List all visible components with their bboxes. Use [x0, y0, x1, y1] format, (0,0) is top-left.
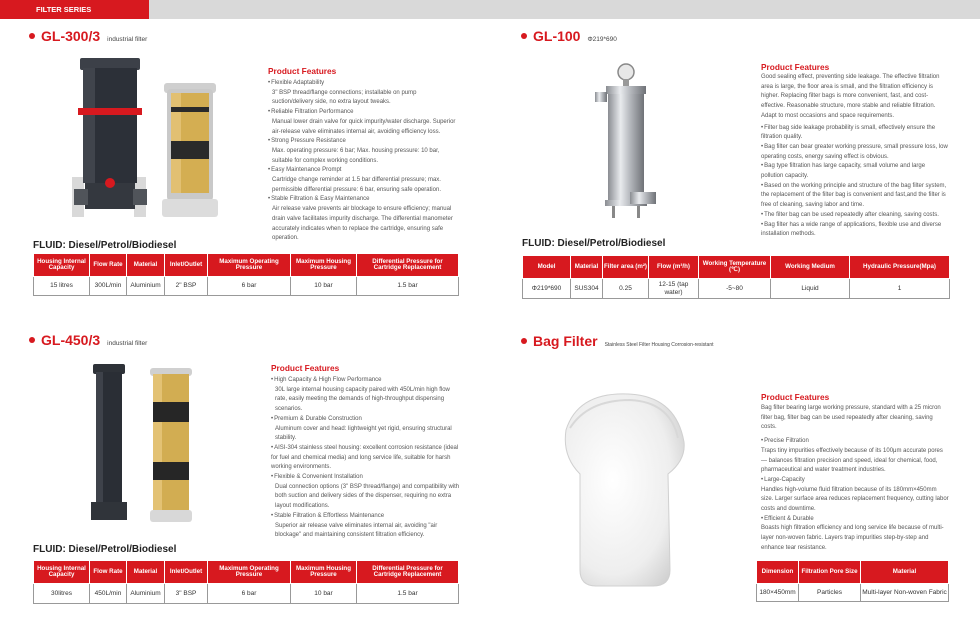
- table-header: Hydraulic Pressure(Mpa): [850, 256, 950, 279]
- feature-text: 30L large internal housing capacity paired with 450L/min high flow rate, easily meeting the demands of high-throughput dispensing scenarios.: [275, 386, 450, 413]
- table-cell: Particles: [799, 584, 861, 602]
- table-row: [34, 277, 459, 296]
- table-header-row: [34, 561, 459, 584]
- table-header: Working Medium: [771, 256, 850, 279]
- table-header: Material: [127, 254, 165, 277]
- feature-text: Cartridge change reminder at 1.5 bar differential pressure; max. permissible differential pressure: 6 bar, ensuring safe operation.: [272, 177, 441, 193]
- gl450-spec-table: [33, 560, 459, 604]
- gl300-product-image: [66, 55, 226, 225]
- feature-text: Traps tiny impurities effectively because of its 100μm accurate pores — balances filtration precision and speed, ideal for chemical, food, pharmaceutical and water treatment industries.: [761, 447, 943, 474]
- feature-heading: • Stable Filtration & Easy Maintenance: [268, 195, 458, 205]
- bag-features-title: Product Features: [761, 392, 830, 402]
- bullet-dot: [521, 338, 527, 344]
- feature-heading: • Efficient & Durable: [761, 515, 949, 525]
- table-header: Dimension: [757, 561, 799, 584]
- gl100-features-title: Product Features: [761, 62, 830, 72]
- bullet-dot: [521, 33, 527, 39]
- gl100-name: GL-100: [533, 28, 581, 44]
- table-header: Working Temperature (℃): [699, 256, 771, 279]
- gl100-features: [761, 73, 949, 240]
- table-cell: 15 litres: [34, 277, 90, 296]
- gl100-fluid: FLUID: Diesel/Petrol/Biodiesel: [522, 238, 666, 249]
- table-cell: 6 bar: [208, 584, 291, 604]
- bag-name: Bag Filter: [533, 333, 598, 349]
- table-header: Housing Internal Capacity: [34, 561, 90, 584]
- gl450-features: [271, 376, 461, 541]
- gl300-spec-table: [33, 253, 459, 296]
- bag-title: [521, 333, 714, 349]
- feature-heading: • Large-Capacity: [761, 476, 949, 486]
- table-header: Housing Internal Capacity: [34, 254, 90, 277]
- table-cell: Aluminium: [127, 584, 165, 604]
- table-header: Flow Rate: [90, 254, 127, 277]
- table-cell: 300L/min: [90, 277, 127, 296]
- feature-text: Manual lower drain valve for quick impurity/water discharge. Superior air-release valve eliminates internal air, avoiding efficiency loss.: [272, 118, 456, 135]
- feature-text: Superior air release valve eliminates internal air, avoiding "air blockage" and maintaining consistent filtration efficiency.: [275, 522, 438, 539]
- feature-heading: • Strong Pressure Resistance: [268, 137, 458, 147]
- feature-heading: • Easy Maintenance Prompt: [268, 166, 458, 176]
- bag-filter-image: [558, 390, 688, 590]
- table-cell: Liquid: [771, 279, 850, 299]
- feature-text: Aluminum cover and head: lightweight yet rigid, ensuring structural stability.: [275, 425, 452, 442]
- feature-text: Boasts high filtration efficiency and long service life because of multi-layer non-woven fabric. Layers trap impurities step-by-step and enhance tear resistance.: [761, 525, 944, 551]
- bag-spec-table: [756, 560, 949, 602]
- gl300-subtitle: industrial filter: [107, 36, 148, 43]
- gl300-title: [29, 28, 147, 44]
- feature-heading: • AISI-304 stainless steel housing: excellent corrosion resistance (ideal for fuel and chemical media) and long service life, suitable for harsh working environments.: [271, 444, 461, 473]
- feature-heading: • High Capacity & High Flow Performance: [271, 376, 461, 386]
- feature-text: Max. operating pressure: 6 bar; Max. housing pressure: 10 bar, suitable for complex working conditions.: [272, 147, 440, 164]
- table-header-row: [523, 256, 950, 279]
- feature-heading: • Precise Filtration: [761, 437, 949, 447]
- table-header: Maximum Housing Pressure: [291, 561, 357, 584]
- feature-bullet: • The filter bag can be used repeatedly after cleaning, saving costs.: [761, 211, 949, 221]
- table-cell: -5~80: [699, 279, 771, 299]
- gl100-intro: Good sealing effect, preventing side leakage. The effective filtration area is large, the floor area is small, and the filtration efficiency is higher. Replacing filter bags is more convenient, fast, and cost-effective. Reasonable structure, more stable and reliable filtration. Adapt to most occasions and space requirements.: [761, 74, 940, 119]
- gl300-features-title: Product Features: [268, 66, 337, 76]
- feature-text: Air release valve prevents air blockage to ensure efficiency; manual drain valve facilitates impurity discharge. The differential manometer accurately indicates when to replace the cartridge, ensuring safe operation.: [272, 206, 453, 242]
- feature-text: 3" BSP thread/flange connections; installable on pump suction/delivery side, no extra layout tweaks.: [272, 89, 417, 106]
- feature-bullet: • Bag type filtration has large capacity, small volume and large pollution capacity.: [761, 162, 949, 181]
- gl450-features-title: Product Features: [271, 363, 340, 373]
- table-cell: 6 bar: [208, 277, 291, 296]
- table-header: Differential Pressure for Cartridge Replacement: [357, 254, 459, 277]
- table-header: Maximum Operating Pressure: [208, 561, 291, 584]
- feature-bullet: • Bag filter has a wide range of applications, flexible use and diverse installation methods.: [761, 221, 949, 240]
- table-cell: 10 bar: [291, 584, 357, 604]
- table-header: Maximum Housing Pressure: [291, 254, 357, 277]
- feature-heading: • Premium & Durable Construction: [271, 415, 461, 425]
- feature-heading: • Reliable Filtration Performance: [268, 108, 458, 118]
- table-cell: 1: [850, 279, 950, 299]
- table-cell: 180×450mm: [757, 584, 799, 602]
- feature-heading: • Flexible & Convenient Installation: [271, 473, 461, 483]
- bag-intro: Bag filter bearing large working pressure, standard with a 25 micron filter bag, filter bag can be used repeatedly after cleaning, saving costs.: [761, 405, 941, 431]
- table-header: Material: [861, 561, 949, 584]
- series-label: FILTER SERIES: [0, 0, 149, 19]
- gl100-spec-table: [522, 255, 950, 299]
- feature-text: Handles high-volume fluid filtration because of its 180mm×450mm size. Larger surface area reduces replacement frequency, cutting labor costs and downtime.: [761, 486, 949, 513]
- table-header: Inlet/Outlet: [165, 254, 208, 277]
- table-header-row: [34, 254, 459, 277]
- bullet-dot: [29, 337, 35, 343]
- feature-heading: • Stable Filtration & Effortless Maintenance: [271, 512, 461, 522]
- table-header: Maximum Operating Pressure: [208, 254, 291, 277]
- table-header: Inlet/Outlet: [165, 561, 208, 584]
- table-cell: 30litres: [34, 584, 90, 604]
- gl100-title: [521, 28, 617, 44]
- table-cell: 10 bar: [291, 277, 357, 296]
- table-row: [523, 279, 950, 299]
- feature-heading: • Flexible Adaptability: [268, 79, 458, 89]
- gl450-subtitle: industrial filter: [107, 340, 148, 347]
- gl300-fluid: FLUID: Diesel/Petrol/Biodiesel: [33, 240, 177, 251]
- gl450-title: [29, 332, 147, 348]
- table-row: [34, 584, 459, 604]
- table-cell: 2" BSP: [165, 277, 208, 296]
- table-cell: 1.5 bar: [357, 277, 459, 296]
- table-cell: Aluminium: [127, 277, 165, 296]
- gl300-features: [268, 79, 458, 244]
- feature-text: Dual connection options (3" BSP thread/flange) and compatibility with both suction and delivery sides of the dispenser, requiring no extra layout modifications.: [275, 483, 460, 510]
- table-cell: 450L/min: [90, 584, 127, 604]
- table-cell: 3" BSP: [165, 584, 208, 604]
- gl100-product-image: [590, 62, 660, 222]
- feature-bullet: • Bag filter can bear greater working pressure, small pressure loss, low operating costs, energy saving effect is obvious.: [761, 143, 949, 162]
- table-cell: SUS304: [571, 279, 603, 299]
- table-cell: 0.25: [603, 279, 649, 299]
- gl450-fluid: FLUID: Diesel/Petrol/Biodiesel: [33, 544, 177, 555]
- table-header: Flow (m³/h): [649, 256, 699, 279]
- table-cell: Φ219*690: [523, 279, 571, 299]
- table-header: Differential Pressure for Cartridge Replacement: [357, 561, 459, 584]
- bullet-dot: [29, 33, 35, 39]
- feature-bullet: • Based on the working principle and structure of the bag filter system, the replacement of the filter bag is convenient and fast,and the filter is free of cleaning, saving labor and time.: [761, 182, 949, 211]
- table-header: Filter area (m²): [603, 256, 649, 279]
- gl450-name: GL-450/3: [41, 332, 101, 348]
- table-header: Model: [523, 256, 571, 279]
- gl100-subtitle: Φ219*690: [587, 36, 617, 43]
- feature-bullet: • Filter bag side leakage probability is small, effectively ensure the filtration quality.: [761, 124, 949, 143]
- table-header-row: [757, 561, 949, 584]
- bag-features: [761, 404, 949, 554]
- table-header: Filtration Pore Size: [799, 561, 861, 584]
- table-row: [757, 584, 949, 602]
- table-cell: 1.5 bar: [357, 584, 459, 604]
- table-header: Flow Rate: [90, 561, 127, 584]
- table-cell: Multi-layer Non-woven Fabric: [861, 584, 949, 602]
- gl300-name: GL-300/3: [41, 28, 101, 44]
- table-cell: 12-15 (tap water): [649, 279, 699, 299]
- gl450-product-image: [88, 362, 198, 527]
- table-header: Material: [571, 256, 603, 279]
- table-header: Material: [127, 561, 165, 584]
- bag-subtitle: Stainless Steel Filter Housing Corrosion-resistant: [604, 342, 714, 348]
